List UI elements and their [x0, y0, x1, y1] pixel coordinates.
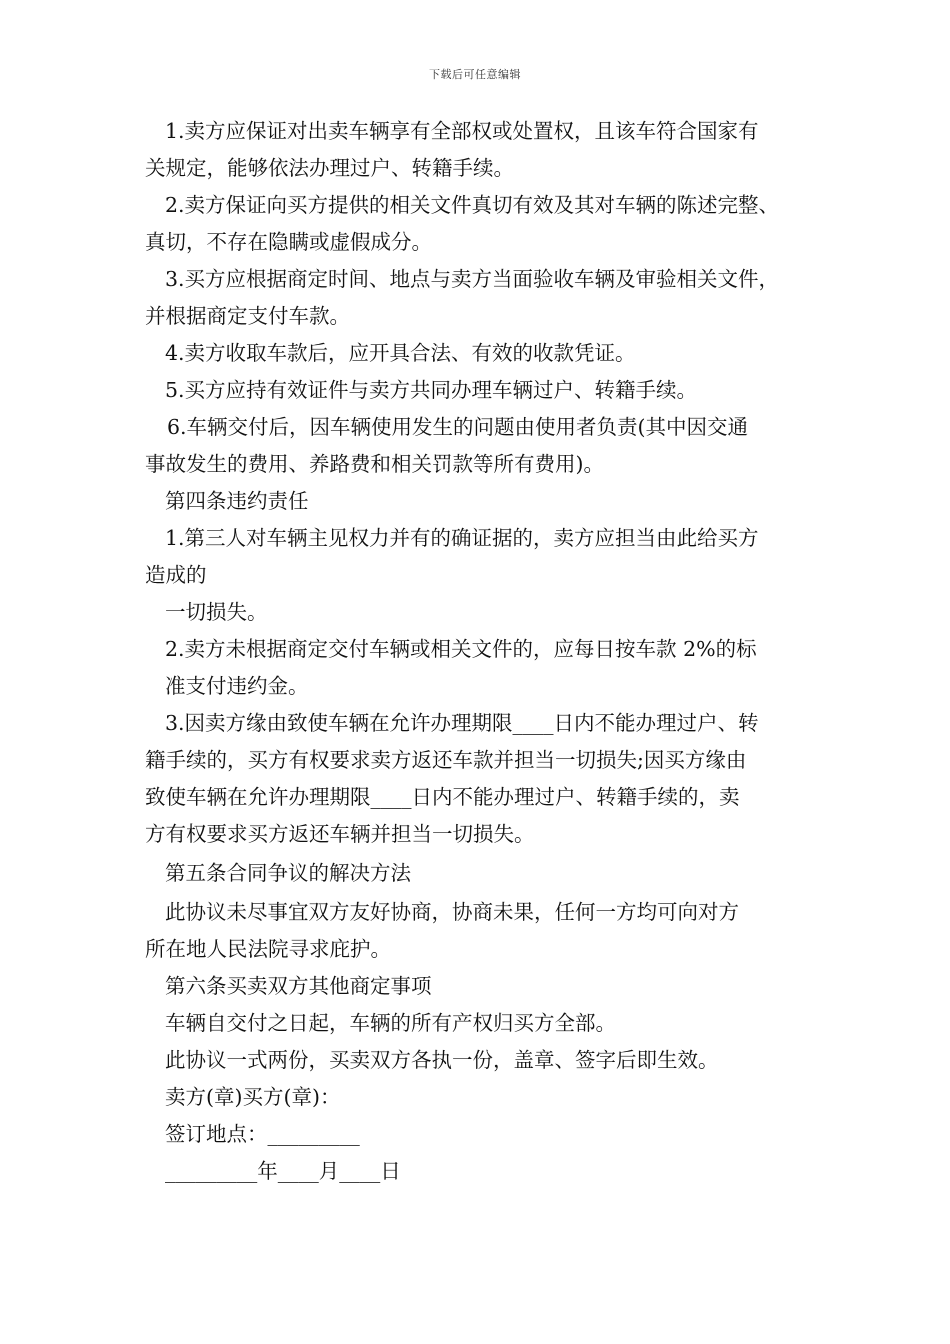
- paragraph-line: 2.卖方保证向买方提供的相关文件真切有效及其对车辆的陈述完整、: [165, 193, 780, 217]
- paragraph-line: 1.卖方应保证对出卖车辆享有全部权或处置权，且该车符合国家有: [165, 119, 759, 143]
- paragraph-line: 造成的: [145, 563, 207, 587]
- section-heading: 第六条买卖双方其他商定事项: [165, 974, 432, 998]
- signature-parties: 卖方(章)买方(章)：: [165, 1085, 341, 1109]
- paragraph-line: 真切，不存在隐瞒或虚假成分。: [145, 230, 432, 254]
- paragraph-line: 3.买方应根据商定时间、地点与卖方当面验收车辆及审验相关文件，: [165, 267, 780, 291]
- paragraph-line: 车辆自交付之日起，车辆的所有产权归买方全部。: [165, 1011, 616, 1035]
- signing-date: _________年____月____日: [165, 1159, 401, 1183]
- section-heading: 第五条合同争议的解决方法: [165, 861, 411, 885]
- paragraph-line: 此协议未尽事宜双方友好协商，协商未果，任何一方均可向对方: [165, 900, 739, 924]
- paragraph-line: 5.买方应持有效证件与卖方共同办理车辆过户、转籍手续。: [165, 378, 698, 402]
- section-heading: 第四条违约责任: [165, 489, 309, 513]
- paragraph-line: 事故发生的费用、养路费和相关罚款等所有费用)。: [145, 452, 604, 476]
- paragraph-line: 6.车辆交付后，因车辆使用发生的问题由使用者负责(其中因交通: [167, 415, 749, 439]
- paragraph-line: 一切损失。: [165, 600, 268, 624]
- paragraph-line: 致使车辆在允许办理期限____日内不能办理过户、转籍手续的，卖: [145, 785, 740, 809]
- paragraph-line: 籍手续的，买方有权要求卖方返还车款并担当一切损失;因买方缘由: [145, 748, 747, 772]
- paragraph-line: 1.第三人对车辆主见权力并有的确证据的，卖方应担当由此给买方: [165, 526, 759, 550]
- signing-location: 签订地点：_________: [165, 1122, 360, 1146]
- paragraph-line: 关规定，能够依法办理过户、转籍手续。: [145, 156, 514, 180]
- paragraph-line: 方有权要求买方返还车辆并担当一切损失。: [145, 822, 535, 846]
- paragraph-line: 4.卖方收取车款后，应开具合法、有效的收款凭证。: [165, 341, 636, 365]
- paragraph-line: 准支付违约金。: [165, 674, 309, 698]
- paragraph-line: 2.卖方未根据商定交付车辆或相关文件的，应每日按车款 2%的标: [165, 637, 757, 661]
- paragraph-line: 此协议一式两份，买卖双方各执一份，盖章、签字后即生效。: [165, 1048, 719, 1072]
- paragraph-line: 所在地人民法院寻求庇护。: [145, 937, 391, 961]
- paragraph-line: 并根据商定支付车款。: [145, 304, 350, 328]
- paragraph-line: 3.因卖方缘由致使车辆在允许办理期限____日内不能办理过户、转: [165, 711, 759, 735]
- page-header: 下载后可任意编辑: [429, 68, 521, 81]
